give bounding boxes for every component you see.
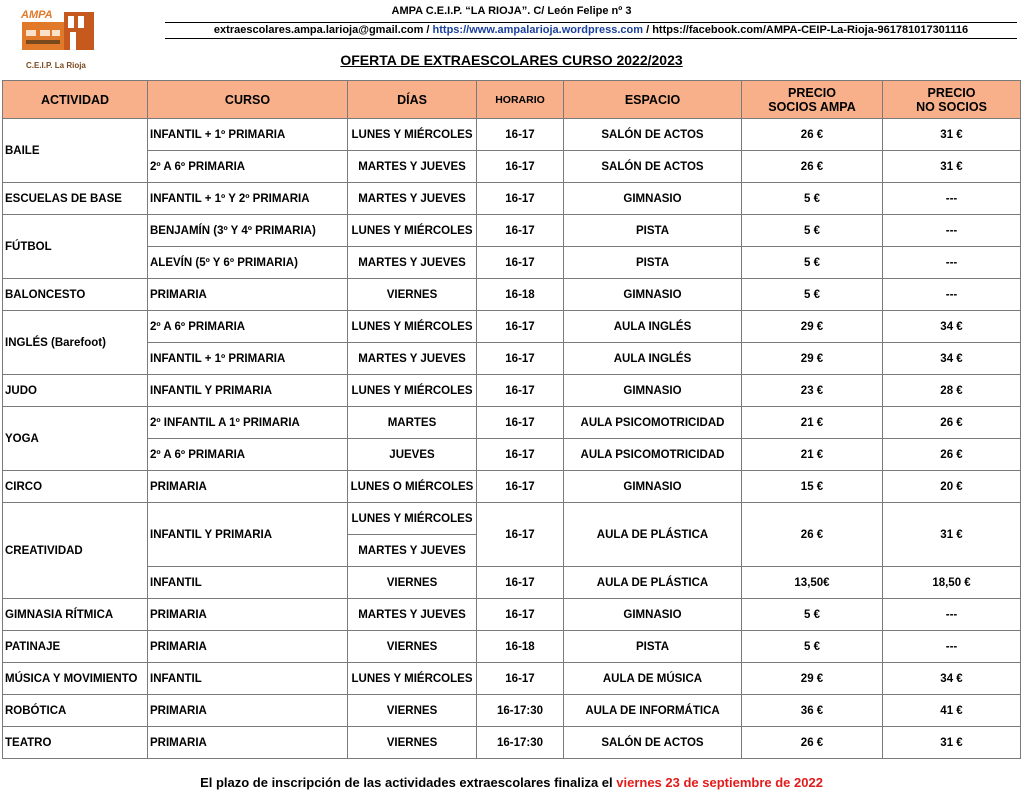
deadline-date: viernes 23 de septiembre de 2022 xyxy=(616,775,823,790)
activity-name: BALONCESTO xyxy=(3,279,148,311)
page-title: OFERTA DE EXTRAESCOLARES CURSO 2022/2023 xyxy=(340,52,683,68)
col-horario: HORARIO xyxy=(477,81,564,119)
table-row: PATINAJE PRIMARIA VIERNES 16-18 PISTA 5 € --- xyxy=(3,631,1021,663)
activity-name: CREATIVIDAD xyxy=(3,503,148,599)
col-espacio: ESPACIO xyxy=(564,81,742,119)
table-row: YOGA 2º INFANTIL A 1º PRIMARIA MARTES 16-17 AULA PSICOMOTRICIDAD 21 € 26 € xyxy=(3,407,1021,439)
col-precio-socios: PRECIO SOCIOS AMPA xyxy=(742,81,883,119)
table-row: 2º A 6º PRIMARIA JUEVES 16-17 AULA PSICOMOTRICIDAD 21 € 26 € xyxy=(3,439,1021,471)
table-row: CIRCO PRIMARIA LUNES O MIÉRCOLES 16-17 GIMNASIO 15 € 20 € xyxy=(3,471,1021,503)
table-row: INFANTIL VIERNES 16-17 AULA DE PLÁSTICA 13,50€ 18,50 € xyxy=(3,567,1021,599)
activity-name: INGLÉS (Barefoot) xyxy=(3,311,148,375)
table-row: INGLÉS (Barefoot) 2º A 6º PRIMARIA LUNES Y MIÉRCOLES 16-17 AULA INGLÉS 29 € 34 € xyxy=(3,311,1021,343)
activity-name: TEATRO xyxy=(3,727,148,759)
table-row: TEATRO PRIMARIA VIERNES 16-17:30 SALÓN DE ACTOS 26 € 31 € xyxy=(3,727,1021,759)
table-row: ALEVÍN (5º Y 6º PRIMARIA) MARTES Y JUEVES 16-17 PISTA 5 € --- xyxy=(3,247,1021,279)
svg-text:C.E.I.P. La Rioja: C.E.I.P. La Rioja xyxy=(26,61,86,70)
registration-deadline-note: El plazo de inscripción de las actividades extraescolares finaliza el viernes 23 de septiembre de 2022 xyxy=(200,775,823,790)
activity-name: JUDO xyxy=(3,375,148,407)
table-row: GIMNASIA RÍTMICA PRIMARIA MARTES Y JUEVES 16-17 GIMNASIO 5 € --- xyxy=(3,599,1021,631)
website-link[interactable]: https://www.ampalarioja.wordpress.com xyxy=(432,24,644,36)
header-address: AMPA C.E.I.P. “LA RIOJA”. C/ León Felipe nº 3 xyxy=(391,5,632,17)
col-actividad: ACTIVIDAD xyxy=(3,81,148,119)
activity-name: CIRCO xyxy=(3,471,148,503)
facebook-link[interactable]: https://facebook.com/AMPA-CEIP-La-Rioja-961781017301116 xyxy=(652,24,969,36)
activity-name: GIMNASIA RÍTMICA xyxy=(3,599,148,631)
table-row: BAILE INFANTIL + 1º PRIMARIA LUNES Y MIÉRCOLES 16-17 SALÓN DE ACTOS 26 € 31 € xyxy=(3,119,1021,151)
table-row: 2º A 6º PRIMARIA MARTES Y JUEVES 16-17 SALÓN DE ACTOS 26 € 31 € xyxy=(3,151,1021,183)
table-header-row xyxy=(3,81,1021,119)
activity-name: ESCUELAS DE BASE xyxy=(3,183,148,215)
table-row: INFANTIL + 1º PRIMARIA MARTES Y JUEVES 16-17 AULA INGLÉS 29 € 34 € xyxy=(3,343,1021,375)
svg-text:AMPA: AMPA xyxy=(21,9,53,21)
table-row: MARTES Y JUEVES xyxy=(3,535,1021,567)
header-contacts: extraescolares.ampa.larioja@gmail.com / https://www.ampalarioja.wordpress.com / https://facebook.com/AMPA-CEIP-La-Rioja-961781017301116 xyxy=(165,22,1017,39)
activity-name: BAILE xyxy=(3,119,148,183)
activities-table xyxy=(2,80,1021,759)
col-curso: CURSO xyxy=(148,81,348,119)
table-row: CREATIVIDAD INFANTIL Y PRIMARIA LUNES Y MIÉRCOLES 16-17 AULA DE PLÁSTICA 26 € 31 € xyxy=(3,503,1021,535)
activity-name: MÚSICA Y MOVIMIENTO xyxy=(3,663,148,695)
table-row: ESCUELAS DE BASE INFANTIL + 1º Y 2º PRIMARIA MARTES Y JUEVES 16-17 GIMNASIO 5 € --- xyxy=(3,183,1021,215)
table-row: JUDO INFANTIL Y PRIMARIA LUNES Y MIÉRCOLES 16-17 GIMNASIO 23 € 28 € xyxy=(3,375,1021,407)
activity-name: FÚTBOL xyxy=(3,215,148,279)
table-row: ROBÓTICA PRIMARIA VIERNES 16-17:30 AULA DE INFORMÁTICA 36 € 41 € xyxy=(3,695,1021,727)
email-link[interactable]: extraescolares.ampa.larioja@gmail.com xyxy=(213,24,424,36)
table-row: BALONCESTO PRIMARIA VIERNES 16-18 GIMNASIO 5 € --- xyxy=(3,279,1021,311)
col-dias: DÍAS xyxy=(348,81,477,119)
activity-name: ROBÓTICA xyxy=(3,695,148,727)
table-row: FÚTBOL BENJAMÍN (3º Y 4º PRIMARIA) LUNES Y MIÉRCOLES 16-17 PISTA 5 € --- xyxy=(3,215,1021,247)
table-row: MÚSICA Y MOVIMIENTO INFANTIL LUNES Y MIÉRCOLES 16-17 AULA DE MÚSICA 29 € 34 € xyxy=(3,663,1021,695)
activity-name: YOGA xyxy=(3,407,148,471)
col-precio-nosocios: PRECIO NO SOCIOS xyxy=(883,81,1021,119)
activity-name: PATINAJE xyxy=(3,631,148,663)
